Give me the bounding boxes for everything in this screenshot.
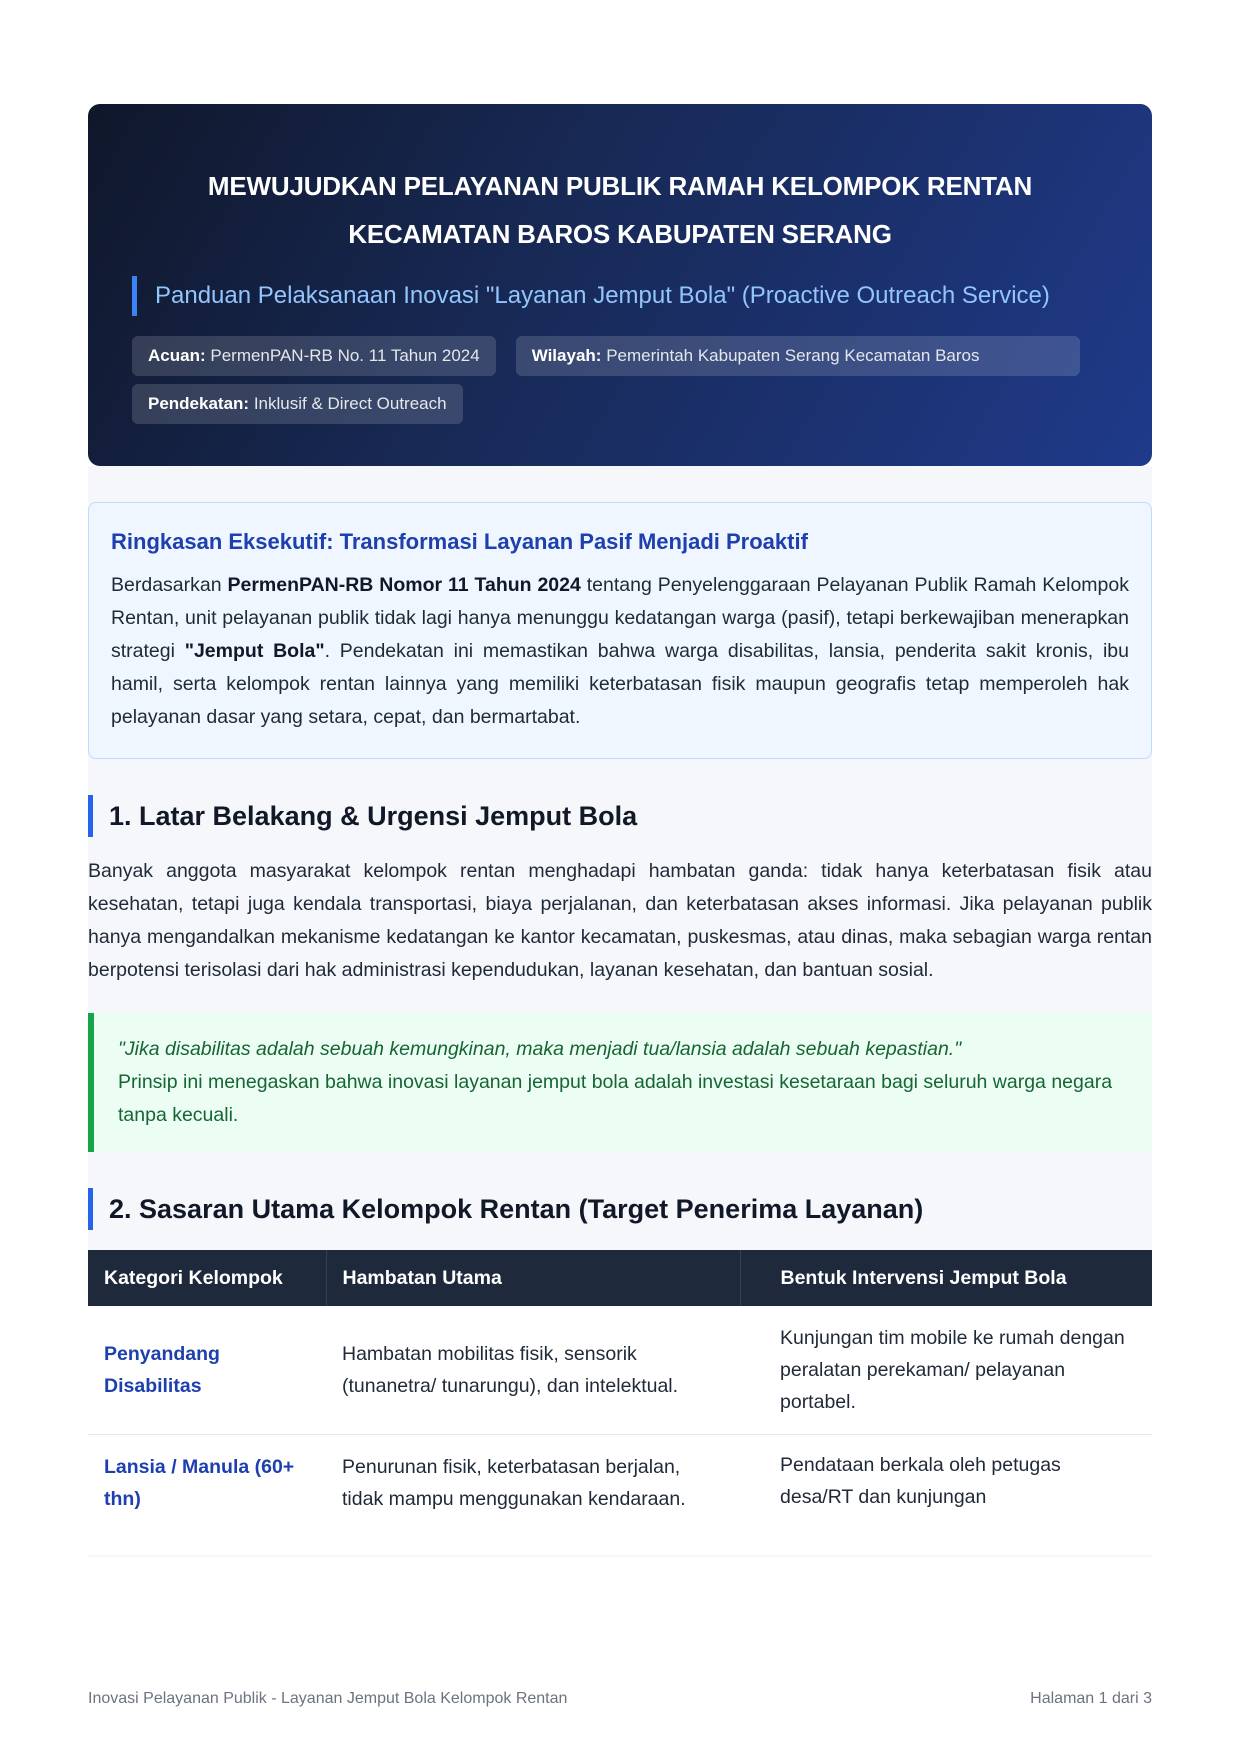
document-title [132, 162, 1108, 258]
table-cell: Pendataan berkala oleh petugas desa/RT dan kunjungan [740, 1435, 1152, 1556]
title-line-2: KECAMATAN BAROS KABUPATEN SERANG [348, 219, 892, 249]
section-1-paragraph: Banyak anggota masyarakat kelompok rentan menghadapi hambatan ganda: tidak hanya keterbatasan fisik atau kesehatan, tetapi juga kendala transportasi, biaya perjalanan, dan keterbatasan akses informasi. Jika pelayanan publik hanya mengandalkan mekanisme kedatangan ke kantor kecamatan, puskesmas, atau dinas, maka sebagian warga rentan berpotensi terisolasi dari hak administrasi kependudukan, layanan kesehatan, dan bantuan sosial. [88, 860, 1152, 981]
quote-text: "Jika disabilitas adalah sebuah kemungkinan, maka menjadi tua/lansia adalah sebuah kepastian." [118, 1038, 962, 1060]
page-footer [88, 1690, 1152, 1708]
quote-box [88, 1013, 1152, 1152]
chip-wilayah: Wilayah: Pemerintah Kabupaten Serang Kecamatan Baros [516, 336, 1080, 376]
column-header: Hambatan Utama [326, 1250, 740, 1306]
chip-pendekatan: Pendekatan: Inklusif & Direct Outreach [132, 384, 463, 424]
table-cell: Penurunan fisik, keterbatasan berjalan, tidak mampu menggunakan kendaraan. [326, 1435, 740, 1556]
table-cell-category: Lansia / Manula (60+ thn) [88, 1435, 326, 1556]
meta-chips [132, 336, 1092, 424]
table-header-row [88, 1250, 1152, 1306]
target-groups-table [88, 1250, 1152, 1555]
title-line-1: MEWUJUDKAN PELAYANAN PUBLIK RAMAH KELOMPOK RENTAN [207, 171, 1033, 201]
section-2-heading: 2. Sasaran Utama Kelompok Rentan (Target Penerima Layanan) [88, 1188, 1152, 1230]
table-cell: Kunjungan tim mobile ke rumah dengan peralatan perekaman/ pelayanan portabel. [740, 1306, 1152, 1435]
page-number: Halaman 1 dari 3 [1030, 1690, 1152, 1707]
table-row [88, 1306, 1152, 1435]
document-subtitle: Panduan Pelaksanaan Inovasi "Layanan Jemput Bola" (Proactive Outreach Service) [132, 276, 1108, 316]
table-cell-category: Penyandang Disabilitas [88, 1306, 326, 1435]
footer-left: Inovasi Pelayanan Publik - Layanan Jemput Bola Kelompok Rentan [88, 1690, 568, 1707]
quote-note: Prinsip ini menegaskan bahwa inovasi layanan jemput bola adalah investasi kesetaraan bagi seluruh warga negara tanpa kecuali. [118, 1071, 1113, 1126]
executive-summary-box [88, 502, 1152, 759]
section-1-heading: 1. Latar Belakang & Urgensi Jemput Bola [88, 795, 1152, 837]
chip-acuan: Acuan: PermenPAN-RB No. 11 Tahun 2024 [132, 336, 496, 376]
column-header: Kategori Kelompok [88, 1250, 326, 1306]
column-header: Bentuk Intervensi Jemput Bola [780, 1267, 1067, 1289]
header-banner [88, 104, 1152, 466]
content-area [88, 466, 1152, 1557]
document-page [88, 104, 1152, 1557]
summary-title: Ringkasan Eksekutif: Transformasi Layanan Pasif Menjadi Proaktif [111, 529, 808, 554]
summary-text: Berdasarkan PermenPAN-RB Nomor 11 Tahun 2024 tentang Penyelenggaraan Pelayanan Publik Ramah Kelompok Rentan, unit pelayanan publik tidak lagi hanya menunggu kedatangan warga (pasif), tetapi berkewajiban menerapkan strategi "Jemput Bola". Pendekatan ini memastikan bahwa warga disabilitas, lansia, penderita sakit kronis, ibu hamil, serta kelompok rentan lainnya yang memiliki keterbatasan fisik maupun geografis tetap memperoleh hak pelayanan dasar yang setara, cepat, dan bermartabat. [111, 574, 1129, 728]
table-cell: Hambatan mobilitas fisik, sensorik (tunanetra/ tunarungu), dan intelektual. [326, 1306, 740, 1435]
table-row [88, 1435, 1152, 1556]
